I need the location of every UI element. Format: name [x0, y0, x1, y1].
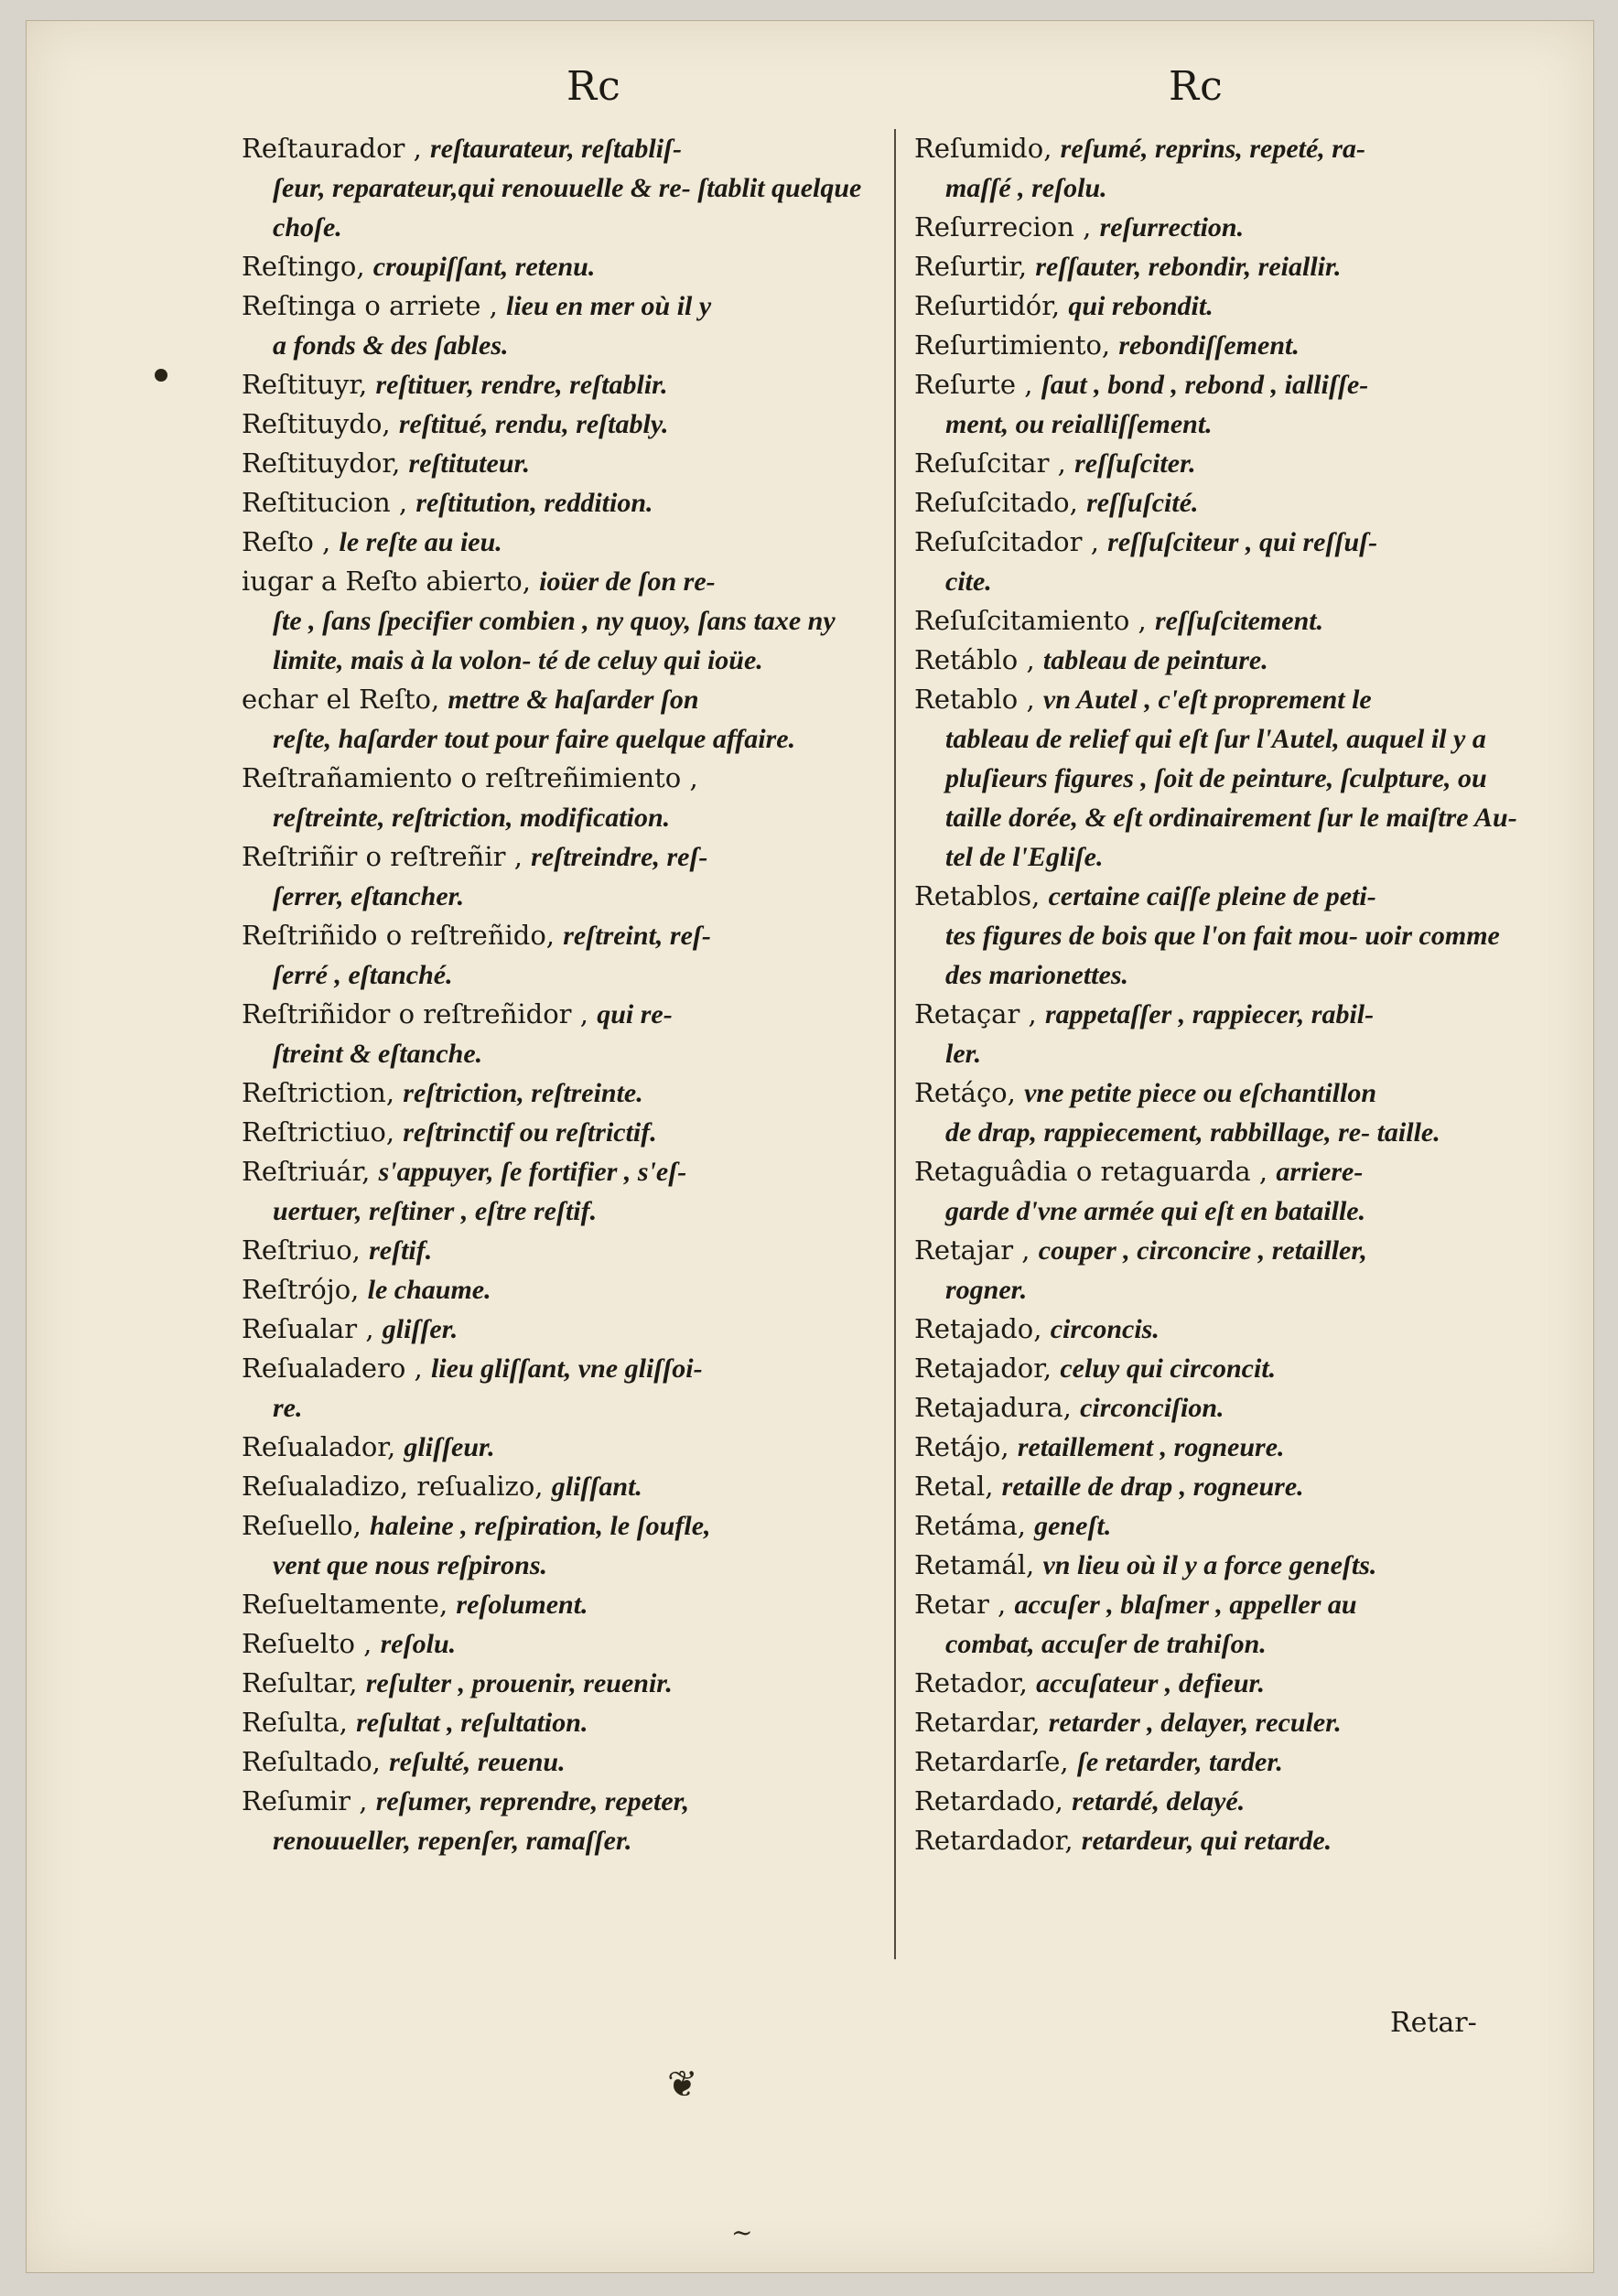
- definition: circonciſion.: [1080, 1393, 1224, 1423]
- headword: Reſto ,: [242, 526, 331, 557]
- dictionary-entry: [914, 1152, 1518, 1231]
- dictionary-entry: [242, 523, 882, 562]
- dictionary-entry: [914, 523, 1518, 601]
- definition-continuation: combat, accuſer de trahiſon.: [945, 1629, 1267, 1659]
- dictionary-entry: [914, 1585, 1518, 1664]
- headword: Retardador,: [914, 1825, 1073, 1856]
- headword: Reſuello,: [242, 1510, 361, 1541]
- definition-continuation: renouueller, repenſer, ramaſſer.: [273, 1826, 632, 1856]
- dictionary-entry: [242, 1782, 882, 1860]
- headword: echar el Reſto,: [242, 684, 440, 715]
- headword: Retajado,: [914, 1313, 1042, 1344]
- headword: Reſtriñidor o reſtreñidor ,: [242, 998, 588, 1029]
- dictionary-page: [26, 20, 1594, 2273]
- headword: Retajadura,: [914, 1392, 1072, 1423]
- definition: reſultat , reſultation.: [356, 1708, 588, 1738]
- dictionary-entry: [242, 916, 882, 995]
- headword: Retáma,: [914, 1510, 1026, 1541]
- dictionary-entry: [914, 1546, 1518, 1585]
- definition: reſurrection.: [1099, 212, 1245, 243]
- definition: vn lieu où il y a force geneſts.: [1042, 1550, 1377, 1580]
- dictionary-entry: [914, 129, 1518, 208]
- headword: Retablos,: [914, 880, 1041, 911]
- dictionary-entry: [242, 1585, 882, 1624]
- definition: s'appuyer, ſe fortifier , s'eſ-: [378, 1157, 687, 1187]
- definition: geneſt.: [1034, 1511, 1112, 1541]
- definition: reſumé, reprins, repeté, ra-: [1060, 134, 1365, 164]
- definition: le chaume.: [367, 1275, 491, 1305]
- headword: Retaguâdia o retaguarda ,: [914, 1156, 1268, 1187]
- dictionary-entry: [242, 1310, 882, 1349]
- headword: Retájo,: [914, 1431, 1009, 1462]
- definition: reſtif.: [369, 1235, 433, 1266]
- headword: Retablo ,: [914, 684, 1035, 715]
- definition: reſtituer, rendre, reſtablir.: [375, 370, 668, 400]
- dictionary-entry: [914, 1073, 1518, 1152]
- dictionary-entry: [242, 1664, 882, 1703]
- headword: Reſtriction,: [242, 1077, 395, 1108]
- definition-continuation: vent que nous reſpirons.: [273, 1550, 548, 1580]
- definition: reſulter , prouenir, reuenir.: [365, 1668, 673, 1698]
- headword: Reſumido,: [914, 133, 1052, 164]
- dictionary-entry: [242, 1506, 882, 1585]
- right-entry-list: [914, 129, 1518, 1860]
- headword: Retajar ,: [914, 1234, 1030, 1266]
- dictionary-entry: [242, 1349, 882, 1428]
- headword: iugar a Reſto abierto,: [242, 566, 531, 597]
- headword: Reſtinga o arriete ,: [242, 290, 498, 321]
- dictionary-entry: [914, 1742, 1518, 1782]
- definition: reſumer, reprendre, repeter,: [375, 1786, 690, 1816]
- definition: retaille de drap , rogneure.: [1001, 1471, 1304, 1502]
- definition: qui rebondit.: [1068, 291, 1214, 321]
- headword: Reſultado,: [242, 1746, 381, 1777]
- definition-continuation: reſte, haſarder tout pour faire quelque affaire.: [273, 724, 796, 754]
- dictionary-entry: [242, 680, 882, 759]
- headword: Reſtitucion ,: [242, 487, 408, 518]
- headword: Retardar,: [914, 1707, 1041, 1738]
- definition-continuation: reſtreinte, reſtriction, modification.: [273, 803, 671, 833]
- dictionary-entry: [914, 247, 1518, 286]
- definition-continuation: ſeur, reparateur,qui renouuelle & re- ſtablit quelque choſe.: [273, 173, 862, 243]
- dictionary-entry: [914, 208, 1518, 247]
- headword: Reſumir ,: [242, 1785, 368, 1816]
- headword: Reſuelto ,: [242, 1628, 372, 1659]
- ornament-small-icon: ~: [731, 2217, 753, 2247]
- dictionary-entry: [242, 837, 882, 916]
- headword: Reſuſcitamiento ,: [914, 605, 1147, 636]
- dictionary-entry: [914, 1703, 1518, 1742]
- definition: vn Autel , c'eſt proprement le: [1042, 684, 1372, 715]
- dictionary-entry: [914, 1349, 1518, 1388]
- definition: mettre & haſarder ſon: [448, 684, 699, 715]
- definition: croupiſſant, retenu.: [372, 252, 596, 282]
- headword: Retal,: [914, 1471, 994, 1502]
- definition: reſtreint, reſ-: [563, 921, 711, 951]
- definition-continuation: ſtreint & eſtanche.: [273, 1039, 483, 1069]
- definition-continuation: garde d'vne armée qui eſt en bataille.: [945, 1196, 1366, 1226]
- definition: reſſuſciter.: [1074, 448, 1196, 479]
- headword: Reſtaurador ,: [242, 133, 422, 164]
- dictionary-entry: [914, 1231, 1518, 1310]
- definition: reſolu.: [380, 1629, 457, 1659]
- dictionary-entry: [242, 1428, 882, 1467]
- headword: Reſtriuár,: [242, 1156, 371, 1187]
- definition-continuation: uertuer, reſtiner , eſtre reſtif.: [273, 1196, 598, 1226]
- definition-continuation: de drap, rappiecement, rabbillage, re- taille.: [945, 1117, 1440, 1148]
- dictionary-entry: [242, 562, 882, 680]
- definition: ioüer de ſon re-: [539, 566, 716, 597]
- definition: certaine caiſſe pleine de peti-: [1048, 881, 1376, 911]
- definition: gliſſer.: [382, 1314, 458, 1344]
- definition-continuation: ſte , ſans ſpecifier combien , ny quoy, ſans taxe ny limite, mais à la volon- té de celuy qui ioüe.: [273, 606, 836, 675]
- headword: Reſualador,: [242, 1431, 396, 1462]
- headword: Reſtituydo,: [242, 408, 391, 439]
- definition: gliſſant.: [551, 1471, 642, 1502]
- definition-continuation: ment, ou reialliſſement.: [945, 409, 1213, 439]
- dictionary-entry: [914, 995, 1518, 1073]
- headword: Retardarſe,: [914, 1746, 1069, 1777]
- headword: Reſurtir,: [914, 251, 1028, 282]
- definition: reſtriction, reſtreinte.: [403, 1078, 643, 1108]
- headword: Retáblo ,: [914, 644, 1035, 675]
- dictionary-entry: [914, 1428, 1518, 1467]
- headword: Retaçar ,: [914, 998, 1037, 1029]
- definition: reſſuſcitement.: [1154, 606, 1324, 636]
- dictionary-entry: [914, 1782, 1518, 1821]
- headword: Reſurtidór,: [914, 290, 1061, 321]
- definition-continuation: re.: [273, 1393, 303, 1423]
- dictionary-entry: [914, 1664, 1518, 1703]
- dictionary-entry: [242, 1113, 882, 1152]
- headword: Reſtriñir o reſtreñir ,: [242, 841, 523, 872]
- definition: retardeur, qui retarde.: [1081, 1826, 1332, 1856]
- dictionary-entry: [242, 129, 882, 247]
- headword: Reſtituyr,: [242, 369, 368, 400]
- definition-continuation: rogner.: [945, 1275, 1028, 1305]
- definition-continuation: cite.: [945, 566, 992, 597]
- definition: reſulté, reuenu.: [389, 1747, 566, 1777]
- ornament-icon: ❦: [667, 2064, 698, 2106]
- definition: tableau de peinture.: [1042, 645, 1268, 675]
- headword: Reſurtimiento,: [914, 329, 1111, 361]
- ink-dot: [155, 369, 167, 382]
- headword: Reſtriñido o reſtreñido,: [242, 920, 556, 951]
- definition: qui re-: [597, 999, 673, 1029]
- definition: accuſateur , defieur.: [1036, 1668, 1266, 1698]
- definition-continuation: ſerrer, eſtancher.: [273, 881, 465, 911]
- definition: retarder , delayer, reculer.: [1048, 1708, 1342, 1738]
- definition: accuſer , blaſmer , appeller au: [1014, 1590, 1357, 1620]
- dictionary-entry: [914, 286, 1518, 326]
- definition: ſaut , bond , rebond , ialliſſe-: [1041, 370, 1369, 400]
- column-divider: [894, 129, 896, 1959]
- headword: Reſurte ,: [914, 369, 1033, 400]
- left-entry-list: [242, 129, 882, 1860]
- definition: reſſuſcité.: [1086, 488, 1199, 518]
- dictionary-entry: [242, 1467, 882, 1506]
- headword: Reſtrañamiento o reſtreñimiento ,: [242, 762, 698, 793]
- dictionary-entry: [242, 365, 882, 404]
- dictionary-entry: [242, 995, 882, 1073]
- headword: Reſtituydor,: [242, 447, 401, 479]
- dictionary-entry: [914, 483, 1518, 523]
- definition: reſtrinctif ou reſtrictif.: [403, 1117, 657, 1148]
- headword: Reſualadizo, reſualizo,: [242, 1471, 544, 1502]
- definition: reſſuſciteur , qui reſſuſ-: [1107, 527, 1378, 557]
- dictionary-entry: [242, 1073, 882, 1113]
- dictionary-entry: [242, 1270, 882, 1310]
- definition: reſtitution, reddition.: [415, 488, 653, 518]
- dictionary-entry: [914, 641, 1518, 680]
- headword: Reſurrecion ,: [914, 211, 1092, 243]
- headword: Reſueltamente,: [242, 1589, 448, 1620]
- dictionary-entry: [914, 1310, 1518, 1349]
- headword: Reſtingo,: [242, 251, 365, 282]
- dictionary-entry: [914, 444, 1518, 483]
- definition-continuation: ler.: [945, 1039, 982, 1069]
- definition: retaillement , rogneure.: [1017, 1432, 1285, 1462]
- definition: reſtreindre, reſ-: [531, 842, 708, 872]
- definition: celuy qui circoncit.: [1060, 1353, 1277, 1384]
- definition: reſtaurateur, reſtabliſ-: [430, 134, 683, 164]
- definition: circoncis.: [1050, 1314, 1160, 1344]
- dictionary-entry: [914, 601, 1518, 641]
- definition: lieu en mer où il y: [506, 291, 712, 321]
- definition: vne petite piece ou eſchantillon: [1024, 1078, 1377, 1108]
- dictionary-entry: [242, 247, 882, 286]
- definition: rebondiſſement.: [1118, 330, 1300, 361]
- definition: le reſte au ieu.: [339, 527, 502, 557]
- headword: Reſulta,: [242, 1707, 348, 1738]
- dictionary-entry: [242, 483, 882, 523]
- definition-continuation: tes figures de bois que l'on fait mou- uoir comme des marionettes.: [945, 921, 1500, 990]
- dictionary-entry: [914, 1388, 1518, 1428]
- definition: reſolument.: [456, 1590, 588, 1620]
- dictionary-entry: [242, 444, 882, 483]
- dictionary-entry: [914, 1467, 1518, 1506]
- definition: reſtituteur.: [408, 448, 531, 479]
- definition-continuation: a fonds & des ſables.: [273, 330, 509, 361]
- definition: retardé, delayé.: [1072, 1786, 1246, 1816]
- headword: Retardado,: [914, 1785, 1063, 1816]
- dictionary-entry: [914, 365, 1518, 444]
- dictionary-entry: [242, 404, 882, 444]
- headword: Reſuſcitado,: [914, 487, 1078, 518]
- headword: Retajador,: [914, 1353, 1052, 1384]
- headword: Retáço,: [914, 1077, 1016, 1108]
- definition: haleine , reſpiration, le ſoufle,: [370, 1511, 711, 1541]
- dictionary-entry: [242, 1624, 882, 1664]
- dictionary-entry: [242, 286, 882, 365]
- definition: ſe retarder, tarder.: [1076, 1747, 1283, 1777]
- headword: Reſuſcitar ,: [914, 447, 1066, 479]
- headword: Retador,: [914, 1667, 1028, 1698]
- headword: Reſtrójo,: [242, 1274, 360, 1305]
- dictionary-entry: [914, 326, 1518, 365]
- headword: Retar ,: [914, 1589, 1007, 1620]
- headword: Reſtriuo,: [242, 1234, 361, 1266]
- definition: rappetaſſer , rappiecer, rabil-: [1045, 999, 1375, 1029]
- definition: arriere-: [1276, 1157, 1364, 1187]
- headword: Reſuſcitador ,: [914, 526, 1099, 557]
- headword: Reſualadero ,: [242, 1353, 423, 1384]
- definition-continuation: ſerré , eſtanché.: [273, 960, 453, 990]
- definition: reſtitué, rendu, reſtably.: [398, 409, 669, 439]
- dictionary-entry: [914, 680, 1518, 877]
- dictionary-entry: [242, 1152, 882, 1231]
- dictionary-entry: [914, 877, 1518, 995]
- running-head-left: Rc: [566, 63, 621, 110]
- dictionary-entry: [914, 1821, 1518, 1860]
- catchword: Retar-: [1390, 2007, 1477, 2039]
- definition: lieu gliſſant, vne gliſſoi-: [430, 1353, 703, 1384]
- headword: Retamál,: [914, 1549, 1035, 1580]
- dictionary-entry: [242, 759, 882, 837]
- headword: Reſtrictiuo,: [242, 1116, 395, 1148]
- dictionary-entry: [242, 1742, 882, 1782]
- definition-continuation: tableau de relief qui eſt ſur l'Autel, auquel il y a pluſieurs figures , ſoit de peinture, ſculpture, ou taille dorée, & eſt ordinairement ſur le maiſtre Au- tel de l'Egliſe.: [945, 724, 1517, 872]
- dictionary-entry: [242, 1231, 882, 1270]
- definition-continuation: maſſé , reſolu.: [945, 173, 1107, 203]
- running-head-right: Rc: [1169, 63, 1224, 110]
- headword: Reſualar ,: [242, 1313, 374, 1344]
- definition: couper , circoncire , retailler,: [1038, 1235, 1367, 1266]
- dictionary-entry: [242, 1703, 882, 1742]
- definition: reſſauter, rebondir, reiallir.: [1035, 252, 1342, 282]
- dictionary-entry: [914, 1506, 1518, 1546]
- headword: Reſultar,: [242, 1667, 358, 1698]
- definition: gliſſeur.: [404, 1432, 495, 1462]
